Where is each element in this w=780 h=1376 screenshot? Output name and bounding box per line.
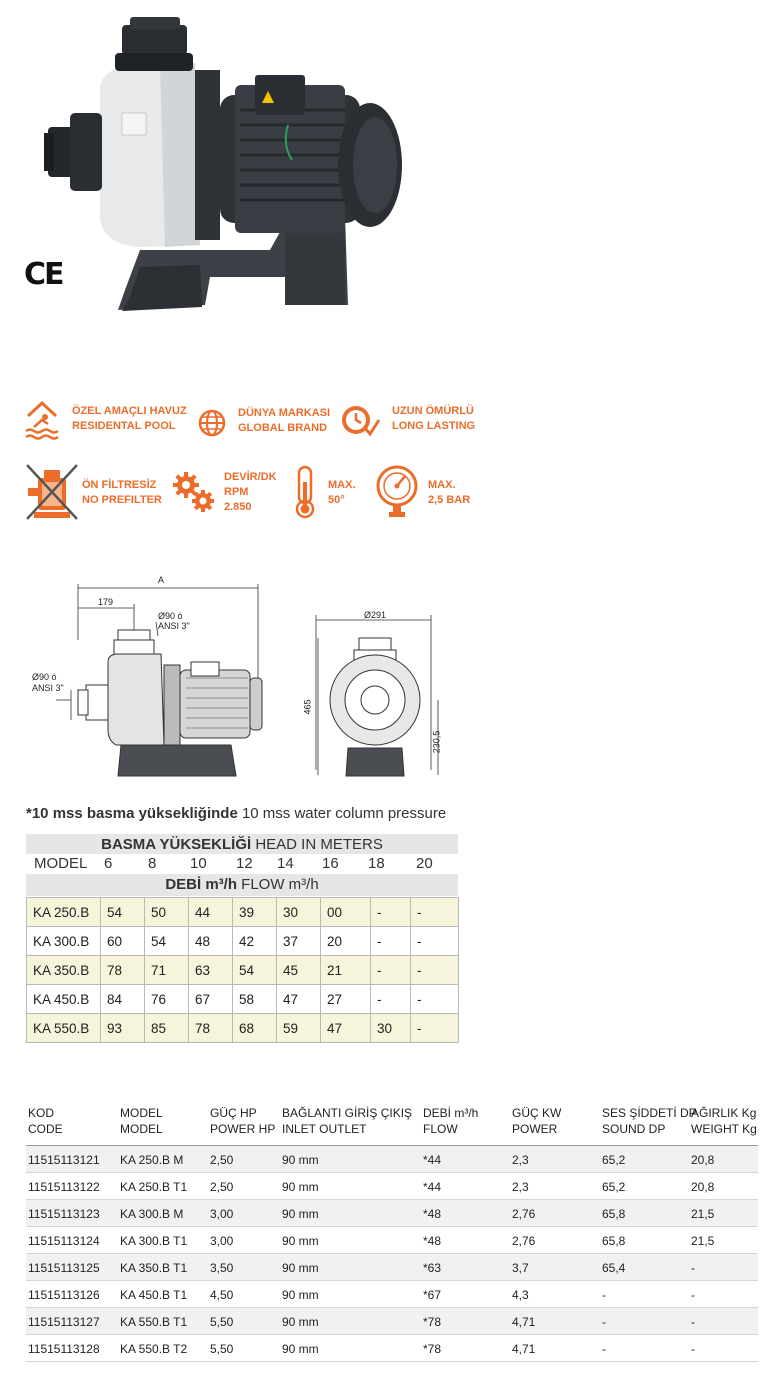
spec-row bbox=[26, 1146, 758, 1173]
flow-title bbox=[26, 874, 458, 896]
perf-value-cell: 78 bbox=[101, 956, 145, 985]
spec-cell: 90 mm bbox=[282, 1153, 319, 1167]
spec-cell: 2,50 bbox=[210, 1153, 234, 1167]
spec-cell: 90 mm bbox=[282, 1234, 319, 1248]
spec-cell: 5,50 bbox=[210, 1342, 234, 1356]
spec-cell: 4,71 bbox=[512, 1342, 536, 1356]
spec-cell: *48 bbox=[423, 1207, 442, 1221]
perf-value-cell: - bbox=[411, 985, 459, 1014]
note-bold: *10 mss basma yüksekliğinde bbox=[26, 805, 238, 822]
perf-value-cell: 42 bbox=[233, 927, 277, 956]
perf-model-cell: KA 250.B bbox=[27, 898, 101, 927]
spec-header-tr: GÜÇ HP bbox=[210, 1106, 257, 1120]
perf-model-cell: KA 350.B bbox=[27, 956, 101, 985]
feature-3-line1: UZUN ÖMÜRLÜ bbox=[392, 405, 474, 417]
spec-header-tr: BAĞLANTI GİRİŞ ÇIKIŞ bbox=[282, 1106, 413, 1120]
spec-cell: KA 250.B T1 bbox=[120, 1180, 188, 1194]
spec-header bbox=[26, 1103, 758, 1146]
spec-row bbox=[26, 1281, 758, 1308]
pressure-note bbox=[26, 805, 446, 822]
dim-top-port-2: ANSI 3" bbox=[158, 621, 190, 631]
spec-header-en: FLOW bbox=[423, 1122, 458, 1136]
perf-value-cell: 54 bbox=[145, 927, 189, 956]
head-title-rest: HEAD IN METERS bbox=[251, 836, 383, 853]
spec-header-cell bbox=[210, 1105, 275, 1137]
perf-value-cell: 39 bbox=[233, 898, 277, 927]
perf-value-cell: 50 bbox=[145, 898, 189, 927]
feature-5-line3: 2.850 bbox=[224, 501, 252, 513]
spec-header-cell bbox=[512, 1105, 561, 1137]
head-14: 14 bbox=[277, 855, 294, 872]
perf-value-cell: 63 bbox=[189, 956, 233, 985]
spec-cell: *63 bbox=[423, 1261, 442, 1275]
perf-model-cell: KA 550.B bbox=[27, 1014, 101, 1043]
dim-side-port-2: ANSI 3" bbox=[32, 683, 64, 693]
spec-row bbox=[26, 1200, 758, 1227]
perf-value-cell: 30 bbox=[277, 898, 321, 927]
spec-cell: KA 300.B T1 bbox=[120, 1234, 188, 1248]
flow-table bbox=[26, 897, 459, 1043]
head-10: 10 bbox=[190, 855, 207, 872]
spec-header-cell bbox=[28, 1105, 63, 1137]
spec-cell: *44 bbox=[423, 1153, 442, 1167]
spec-row bbox=[26, 1227, 758, 1254]
perf-value-cell: 20 bbox=[321, 927, 371, 956]
perf-value-cell: 78 bbox=[189, 1014, 233, 1043]
spec-header-tr: MODEL bbox=[120, 1106, 163, 1120]
perf-value-cell: - bbox=[411, 927, 459, 956]
spec-cell: 65,2 bbox=[602, 1153, 626, 1167]
spec-cell: 11515113126 bbox=[28, 1288, 100, 1302]
spec-header-en: POWER HP bbox=[210, 1122, 276, 1136]
head-title-bold: BASMA YÜKSEKLİĞİ bbox=[101, 836, 252, 853]
spec-cell: 65,4 bbox=[602, 1261, 626, 1275]
spec-cell: - bbox=[691, 1261, 695, 1275]
spec-cell: 2,76 bbox=[512, 1234, 536, 1248]
feature-7-line2: 2,5 BAR bbox=[428, 494, 471, 506]
head-values-row bbox=[26, 854, 458, 874]
perf-value-cell: 45 bbox=[277, 956, 321, 985]
pool-house-icon bbox=[24, 400, 60, 440]
spec-cell: 65,8 bbox=[602, 1207, 626, 1221]
perf-value-cell: - bbox=[371, 927, 411, 956]
perf-value-cell: 47 bbox=[277, 985, 321, 1014]
spec-cell: 90 mm bbox=[282, 1261, 319, 1275]
spec-cell: 4,50 bbox=[210, 1288, 234, 1302]
spec-cell: 5,50 bbox=[210, 1315, 234, 1329]
spec-cell: 11515113128 bbox=[28, 1342, 100, 1356]
spec-row bbox=[26, 1308, 758, 1335]
spec-body bbox=[26, 1146, 758, 1362]
perf-value-cell: 58 bbox=[233, 985, 277, 1014]
spec-cell: 20,8 bbox=[691, 1180, 715, 1194]
perf-row bbox=[27, 927, 459, 956]
spec-table bbox=[26, 1103, 758, 1362]
clock-check-icon bbox=[339, 402, 381, 440]
spec-cell: 3,00 bbox=[210, 1234, 234, 1248]
spec-cell: 11515113125 bbox=[28, 1261, 100, 1275]
dim-179: 179 bbox=[98, 597, 114, 607]
dim-465: 465 bbox=[302, 699, 313, 715]
feature-2-line2: GLOBAL BRAND bbox=[238, 422, 328, 434]
performance-table bbox=[26, 834, 458, 1043]
spec-header-cell bbox=[282, 1105, 412, 1137]
spec-cell: 3,00 bbox=[210, 1207, 234, 1221]
perf-row bbox=[27, 956, 459, 985]
spec-cell: 3,50 bbox=[210, 1261, 234, 1275]
pump-photo bbox=[30, 15, 430, 320]
pressure-gauge-icon bbox=[375, 464, 419, 520]
spec-row bbox=[26, 1335, 758, 1362]
spec-cell: KA 250.B M bbox=[120, 1153, 184, 1167]
perf-value-cell: 27 bbox=[321, 985, 371, 1014]
feature-3-line2: LONG LASTING bbox=[392, 420, 476, 432]
spec-cell: 11515113123 bbox=[28, 1207, 100, 1221]
perf-value-cell: 47 bbox=[321, 1014, 371, 1043]
head-20: 20 bbox=[416, 855, 433, 872]
perf-row bbox=[27, 985, 459, 1014]
no-prefilter-icon bbox=[24, 462, 80, 522]
feature-7-line1: MAX. bbox=[428, 479, 456, 491]
spec-cell: - bbox=[691, 1288, 695, 1302]
perf-value-cell: - bbox=[371, 898, 411, 927]
spec-cell: 21,5 bbox=[691, 1207, 715, 1221]
perf-row bbox=[27, 898, 459, 927]
spec-cell: KA 350.B T1 bbox=[120, 1261, 188, 1275]
spec-header-en: INLET OUTLET bbox=[282, 1122, 367, 1136]
spec-header-en: WEIGHT Kg bbox=[691, 1122, 757, 1136]
feature-1-line1: ÖZEL AMAÇLI HAVUZ bbox=[72, 405, 187, 417]
head-18: 18 bbox=[368, 855, 385, 872]
spec-header-cell bbox=[602, 1105, 697, 1137]
note-rest: 10 mss water column pressure bbox=[237, 805, 447, 822]
head-16: 16 bbox=[322, 855, 339, 872]
perf-value-cell: 76 bbox=[145, 985, 189, 1014]
technical-drawing bbox=[26, 570, 466, 785]
spec-cell: 4,71 bbox=[512, 1315, 536, 1329]
spec-cell: 11515113127 bbox=[28, 1315, 100, 1329]
perf-value-cell: 21 bbox=[321, 956, 371, 985]
feature-1-line2: RESIDENTAL POOL bbox=[72, 420, 176, 432]
head-title bbox=[26, 834, 458, 854]
spec-cell: 2,3 bbox=[512, 1153, 529, 1167]
spec-cell: *67 bbox=[423, 1288, 442, 1302]
globe-icon bbox=[197, 408, 227, 438]
perf-value-cell: 84 bbox=[101, 985, 145, 1014]
spec-row bbox=[26, 1254, 758, 1281]
flow-title-bold: DEBİ m³/h bbox=[165, 876, 237, 893]
perf-value-cell: 93 bbox=[101, 1014, 145, 1043]
spec-cell: 90 mm bbox=[282, 1315, 319, 1329]
spec-header-en: POWER bbox=[512, 1122, 558, 1136]
spec-cell: 90 mm bbox=[282, 1288, 319, 1302]
spec-cell: *44 bbox=[423, 1180, 442, 1194]
spec-row bbox=[26, 1173, 758, 1200]
perf-value-cell: 37 bbox=[277, 927, 321, 956]
spec-cell: 11515113122 bbox=[28, 1180, 100, 1194]
spec-cell: 2,3 bbox=[512, 1180, 529, 1194]
spec-cell: 65,2 bbox=[602, 1180, 626, 1194]
spec-cell: 65,8 bbox=[602, 1234, 626, 1248]
spec-header-tr: SES ŞİDDETİ DP bbox=[602, 1106, 697, 1120]
spec-cell: *78 bbox=[423, 1315, 442, 1329]
spec-cell: KA 450.B T1 bbox=[120, 1288, 188, 1302]
perf-value-cell: - bbox=[411, 956, 459, 985]
spec-cell: 3,7 bbox=[512, 1261, 529, 1275]
spec-header-en: SOUND DP bbox=[602, 1122, 666, 1136]
spec-cell: *48 bbox=[423, 1234, 442, 1248]
perf-value-cell: 30 bbox=[371, 1014, 411, 1043]
spec-cell: 90 mm bbox=[282, 1207, 319, 1221]
feature-2-line1: DÜNYA MARKASI bbox=[238, 407, 331, 419]
spec-cell: 20,8 bbox=[691, 1153, 715, 1167]
perf-value-cell: 67 bbox=[189, 985, 233, 1014]
spec-header-tr: DEBİ m³/h bbox=[423, 1106, 479, 1120]
perf-value-cell: 60 bbox=[101, 927, 145, 956]
spec-cell: - bbox=[602, 1342, 606, 1356]
feature-4-line1: ÖN FİLTRESİZ bbox=[82, 479, 157, 491]
spec-header-cell bbox=[120, 1105, 163, 1137]
perf-value-cell: 48 bbox=[189, 927, 233, 956]
spec-header-tr: AĞIRLIK Kg bbox=[691, 1106, 757, 1120]
perf-value-cell: 44 bbox=[189, 898, 233, 927]
head-6: 6 bbox=[104, 855, 113, 872]
spec-cell: KA 550.B T2 bbox=[120, 1342, 188, 1356]
spec-cell: 4,3 bbox=[512, 1288, 529, 1302]
dim-a: A bbox=[158, 575, 165, 585]
feature-4-line2: NO PREFILTER bbox=[82, 494, 162, 506]
perf-value-cell: 54 bbox=[101, 898, 145, 927]
perf-value-cell: 85 bbox=[145, 1014, 189, 1043]
spec-cell: 90 mm bbox=[282, 1342, 319, 1356]
perf-value-cell: 68 bbox=[233, 1014, 277, 1043]
spec-cell: - bbox=[691, 1315, 695, 1329]
model-label: MODEL bbox=[34, 855, 88, 872]
spec-header-en: MODEL bbox=[120, 1122, 163, 1136]
spec-cell: 2,50 bbox=[210, 1180, 234, 1194]
perf-row bbox=[27, 1014, 459, 1043]
spec-cell: - bbox=[602, 1315, 606, 1329]
perf-value-cell: - bbox=[371, 956, 411, 985]
perf-value-cell: 71 bbox=[145, 956, 189, 985]
feature-5-line1: DEVİR/DK bbox=[224, 471, 277, 483]
spec-cell: 2,76 bbox=[512, 1207, 536, 1221]
spec-header-tr: KOD bbox=[28, 1106, 55, 1120]
thermometer-icon bbox=[292, 464, 318, 520]
dim-side-port-1: Ø90 ó bbox=[32, 672, 57, 682]
feature-5-line2: RPM bbox=[224, 486, 249, 498]
dim-top-port-1: Ø90 ó bbox=[158, 611, 183, 621]
perf-value-cell: - bbox=[411, 898, 459, 927]
perf-value-cell: 00 bbox=[321, 898, 371, 927]
spec-header-cell bbox=[691, 1105, 757, 1137]
spec-cell: 21,5 bbox=[691, 1234, 715, 1248]
spec-cell: KA 300.B M bbox=[120, 1207, 184, 1221]
spec-cell: 90 mm bbox=[282, 1180, 319, 1194]
spec-cell: 11515113121 bbox=[28, 1153, 100, 1167]
spec-cell: - bbox=[602, 1288, 606, 1302]
spec-header-en: CODE bbox=[28, 1122, 63, 1136]
perf-value-cell: 54 bbox=[233, 956, 277, 985]
head-8: 8 bbox=[148, 855, 157, 872]
perf-value-cell: 59 bbox=[277, 1014, 321, 1043]
dim-230: 230,5 bbox=[431, 730, 442, 754]
spec-cell: - bbox=[691, 1342, 695, 1356]
spec-cell: 11515113124 bbox=[28, 1234, 100, 1248]
perf-value-cell: - bbox=[371, 985, 411, 1014]
spec-header-cell bbox=[423, 1105, 478, 1137]
spec-header-tr: GÜÇ KW bbox=[512, 1106, 562, 1120]
spec-cell: *78 bbox=[423, 1342, 442, 1356]
feature-6-line2: 50° bbox=[328, 494, 345, 506]
feature-6-line1: MAX. bbox=[328, 479, 356, 491]
ce-mark: CE bbox=[24, 257, 63, 292]
gears-icon bbox=[172, 470, 216, 514]
perf-model-cell: KA 450.B bbox=[27, 985, 101, 1014]
head-12: 12 bbox=[236, 855, 253, 872]
perf-model-cell: KA 300.B bbox=[27, 927, 101, 956]
flow-title-rest: FLOW m³/h bbox=[237, 876, 319, 893]
perf-value-cell: - bbox=[411, 1014, 459, 1043]
dim-291: Ø291 bbox=[364, 610, 387, 620]
spec-cell: KA 550.B T1 bbox=[120, 1315, 188, 1329]
